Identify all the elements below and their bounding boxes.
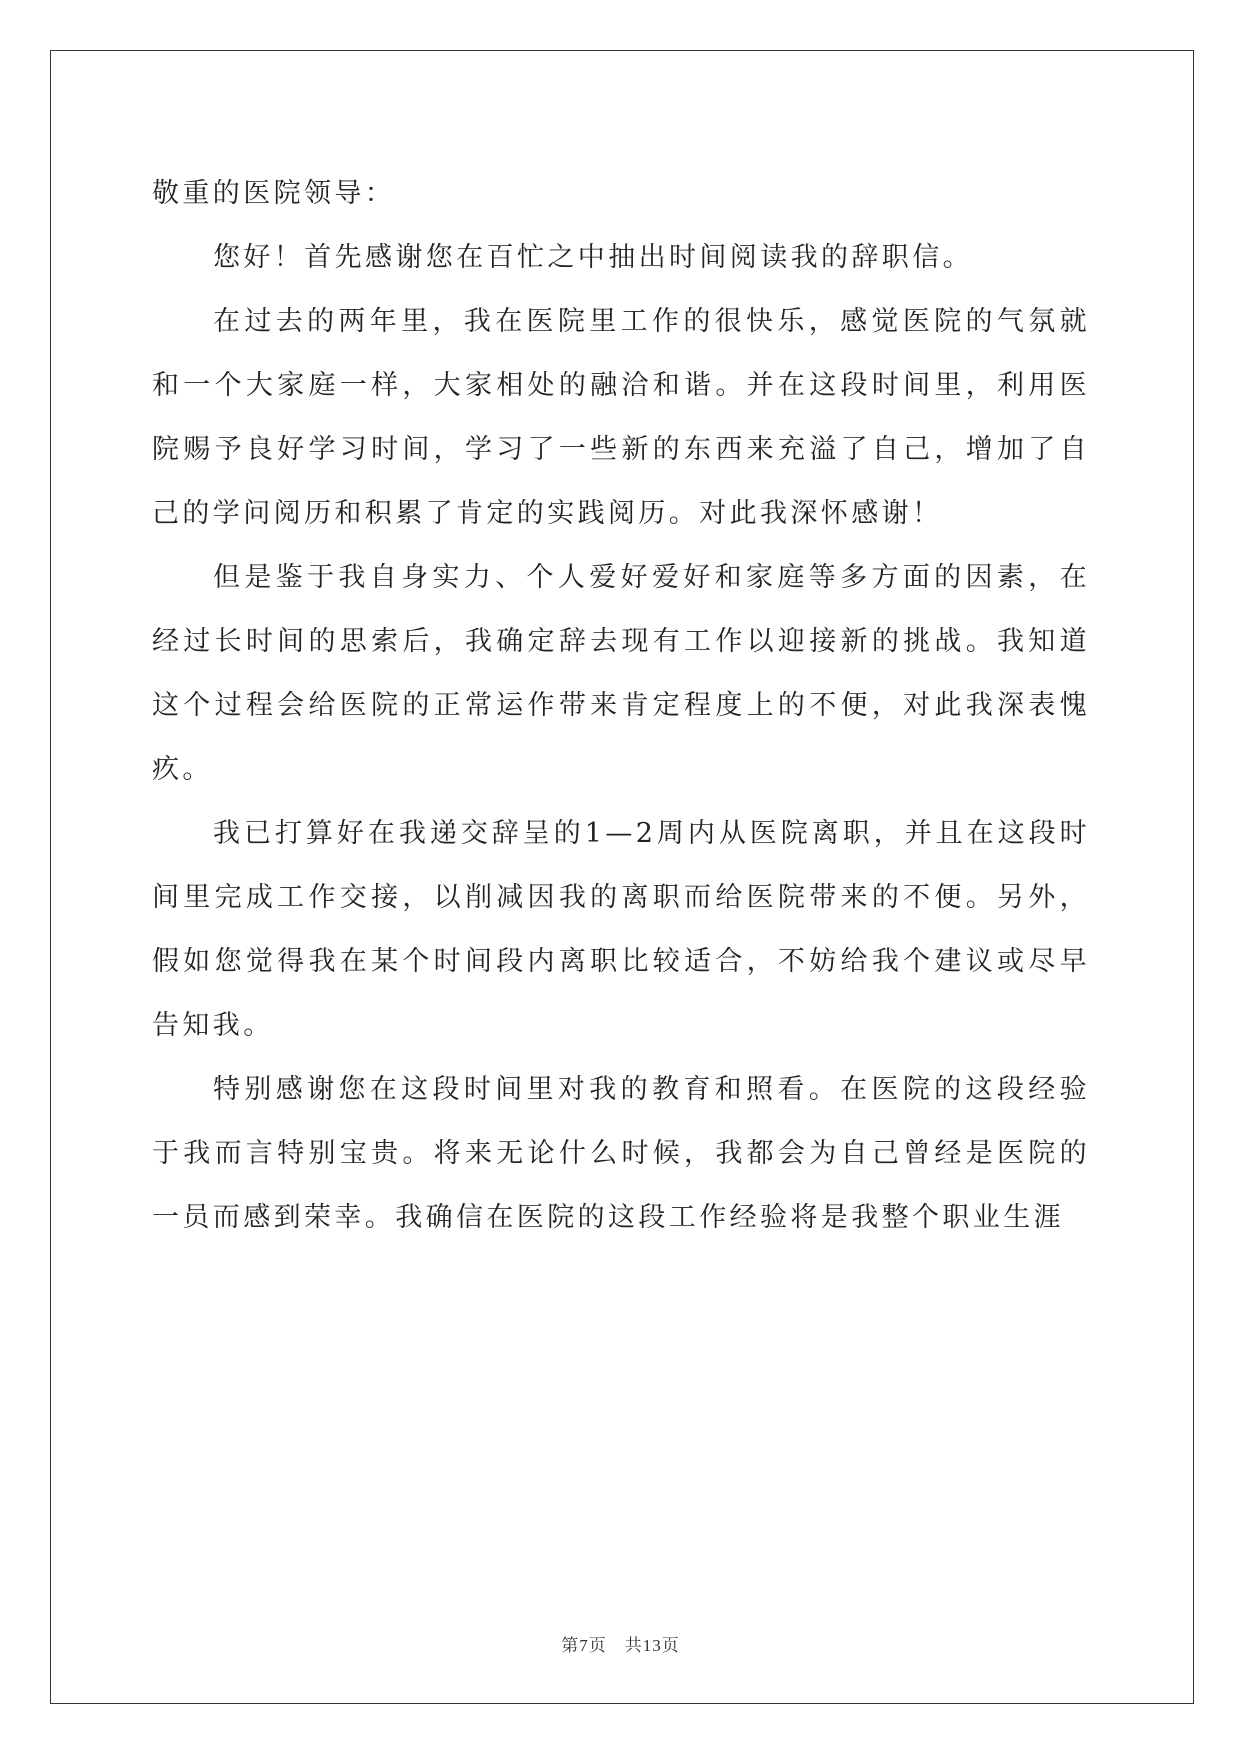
salutation: 敬重的医院领导： [152, 178, 396, 209]
paragraph-thanks: 特别感谢您在这段时间里对我的教育和照看。在医院的这段经验于我而言特别宝贵。将来无论什么时候，我都会为自己曾经是医院的一员而感到荣幸。我确信在医院的这段工作经验将是我整个职业生涯 [152, 1074, 1090, 1233]
paragraph-greeting: 您好！首先感谢您在百忙之中抽出时间阅读我的辞职信。 [213, 242, 973, 273]
paragraph-gratitude: 在过去的两年里，我在医院里工作的很快乐，感觉医院的气氛就和一个大家庭一样，大家相处的融洽和谐。并在这段时间里，利用医院赐予良好学习时间，学习了一些新的东西来充溢了自己，增加了自己的学问阅历和积累了肯定的实践阅历。对此我深怀感谢！ [152, 306, 1090, 529]
paragraph-reason: 但是鉴于我自身实力、个人爱好爱好和家庭等多方面的因素，在经过长时间的思索后，我确定辞去现有工作以迎接新的挑战。我知道这个过程会给医院的正常运作带来肯定程度上的不便，对此我深表愧疚。 [152, 562, 1090, 785]
letter-body [152, 162, 1090, 1250]
page-number: 第7页 [561, 1636, 607, 1655]
paragraph-handover: 我已打算好在我递交辞呈的1—2周内从医院离职，并且在这段时间里完成工作交接，以削减因我的离职而给医院带来的不便。另外，假如您觉得我在某个时间段内离职比较适合，不妨给我个建议或尽早告知我。 [152, 818, 1090, 1041]
page-footer [0, 1631, 1241, 1656]
page-total: 共13页 [624, 1636, 680, 1655]
